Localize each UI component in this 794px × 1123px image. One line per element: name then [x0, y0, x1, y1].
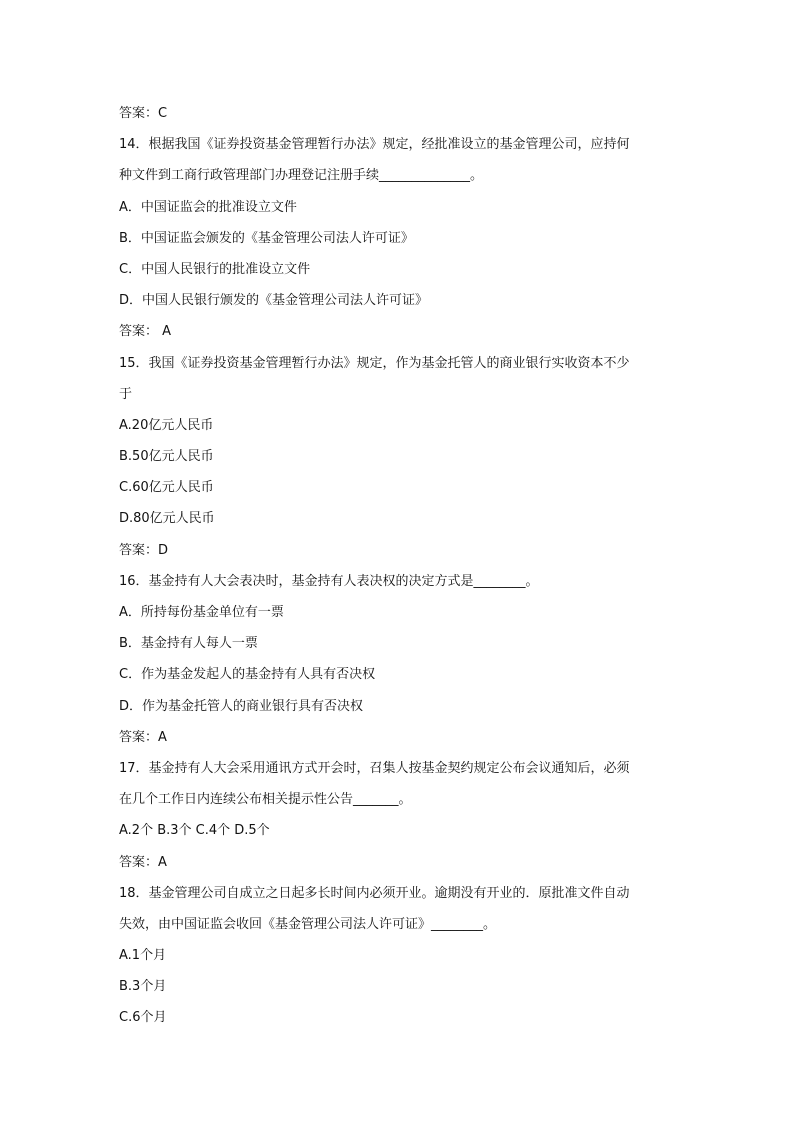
question-15-option-a: A.20亿元人民币: [119, 417, 214, 433]
question-14-option-c: C．中国人民银行的批准设立文件: [119, 261, 311, 277]
question-16-option-c: C．作为基金发起人的基金持有人具有否决权: [119, 667, 376, 683]
question-17-options: A.2个 B.3个 C.4个 D.5个: [119, 823, 270, 839]
question-14-line-2: 种文件到工商行政管理部门办理登记注册手续______________。: [119, 168, 484, 184]
question-16-option-a: A．所持每份基金单位有一票: [119, 605, 284, 620]
question-17-answer: 答案：A: [119, 854, 167, 870]
question-16-line-1: 16．基金持有人大会表决时，基金持有人表决权的决定方式是________。: [119, 573, 539, 589]
question-18-line-1: 18．基金管理公司自成立之日起多长时间内必须开业。逾期没有开业的．原批准文件自动: [119, 885, 630, 901]
question-18-option-a: A.1个月: [119, 948, 167, 964]
answer-line: 答案：C: [119, 106, 168, 121]
question-14-line-1: 14．根据我国《证券投资基金管理暂行办法》规定，经批准设立的基金管理公司，应持何: [119, 137, 630, 153]
document-body: [119, 98, 679, 1034]
question-18-line-2: 失效，由中国证监会收回《基金管理公司法人许可证》________。: [119, 916, 497, 932]
question-18-option-b: B.3个月: [119, 979, 167, 995]
question-17-line-1: 17．基金持有人大会采用通讯方式开会时，召集人按基金契约规定公布会议通知后，必须: [119, 760, 630, 776]
question-15-answer: 答案：D: [119, 542, 169, 558]
question-14-answer: 答案： A: [119, 324, 172, 340]
question-15-line-2: 于: [119, 386, 133, 402]
question-14-option-d: D．中国人民银行颁发的《基金管理公司法人许可证》: [119, 293, 429, 309]
question-15-option-c: C.60亿元人民币: [119, 480, 214, 496]
question-16-option-b: B．基金持有人每人一票: [119, 636, 258, 652]
question-16-option-d: D．作为基金托管人的商业银行具有否决权: [119, 698, 364, 714]
question-18-option-c: C.6个月: [119, 1010, 167, 1026]
question-15-line-1: 15．我国《证券投资基金管理暂行办法》规定，作为基金托管人的商业银行实收资本不少: [119, 355, 630, 371]
question-17-line-2: 在几个工作日内连续公布相关提示性公告_______。: [119, 792, 412, 808]
question-16-answer: 答案：A: [119, 729, 167, 745]
question-14-option-b: B．中国证监会颁发的《基金管理公司法人许可证》: [119, 230, 414, 246]
question-14-option-a: A．中国证监会的批准设立文件: [119, 199, 297, 215]
question-15-option-b: B.50亿元人民币: [119, 449, 214, 465]
question-15-option-d: D.80亿元人民币: [119, 511, 215, 527]
